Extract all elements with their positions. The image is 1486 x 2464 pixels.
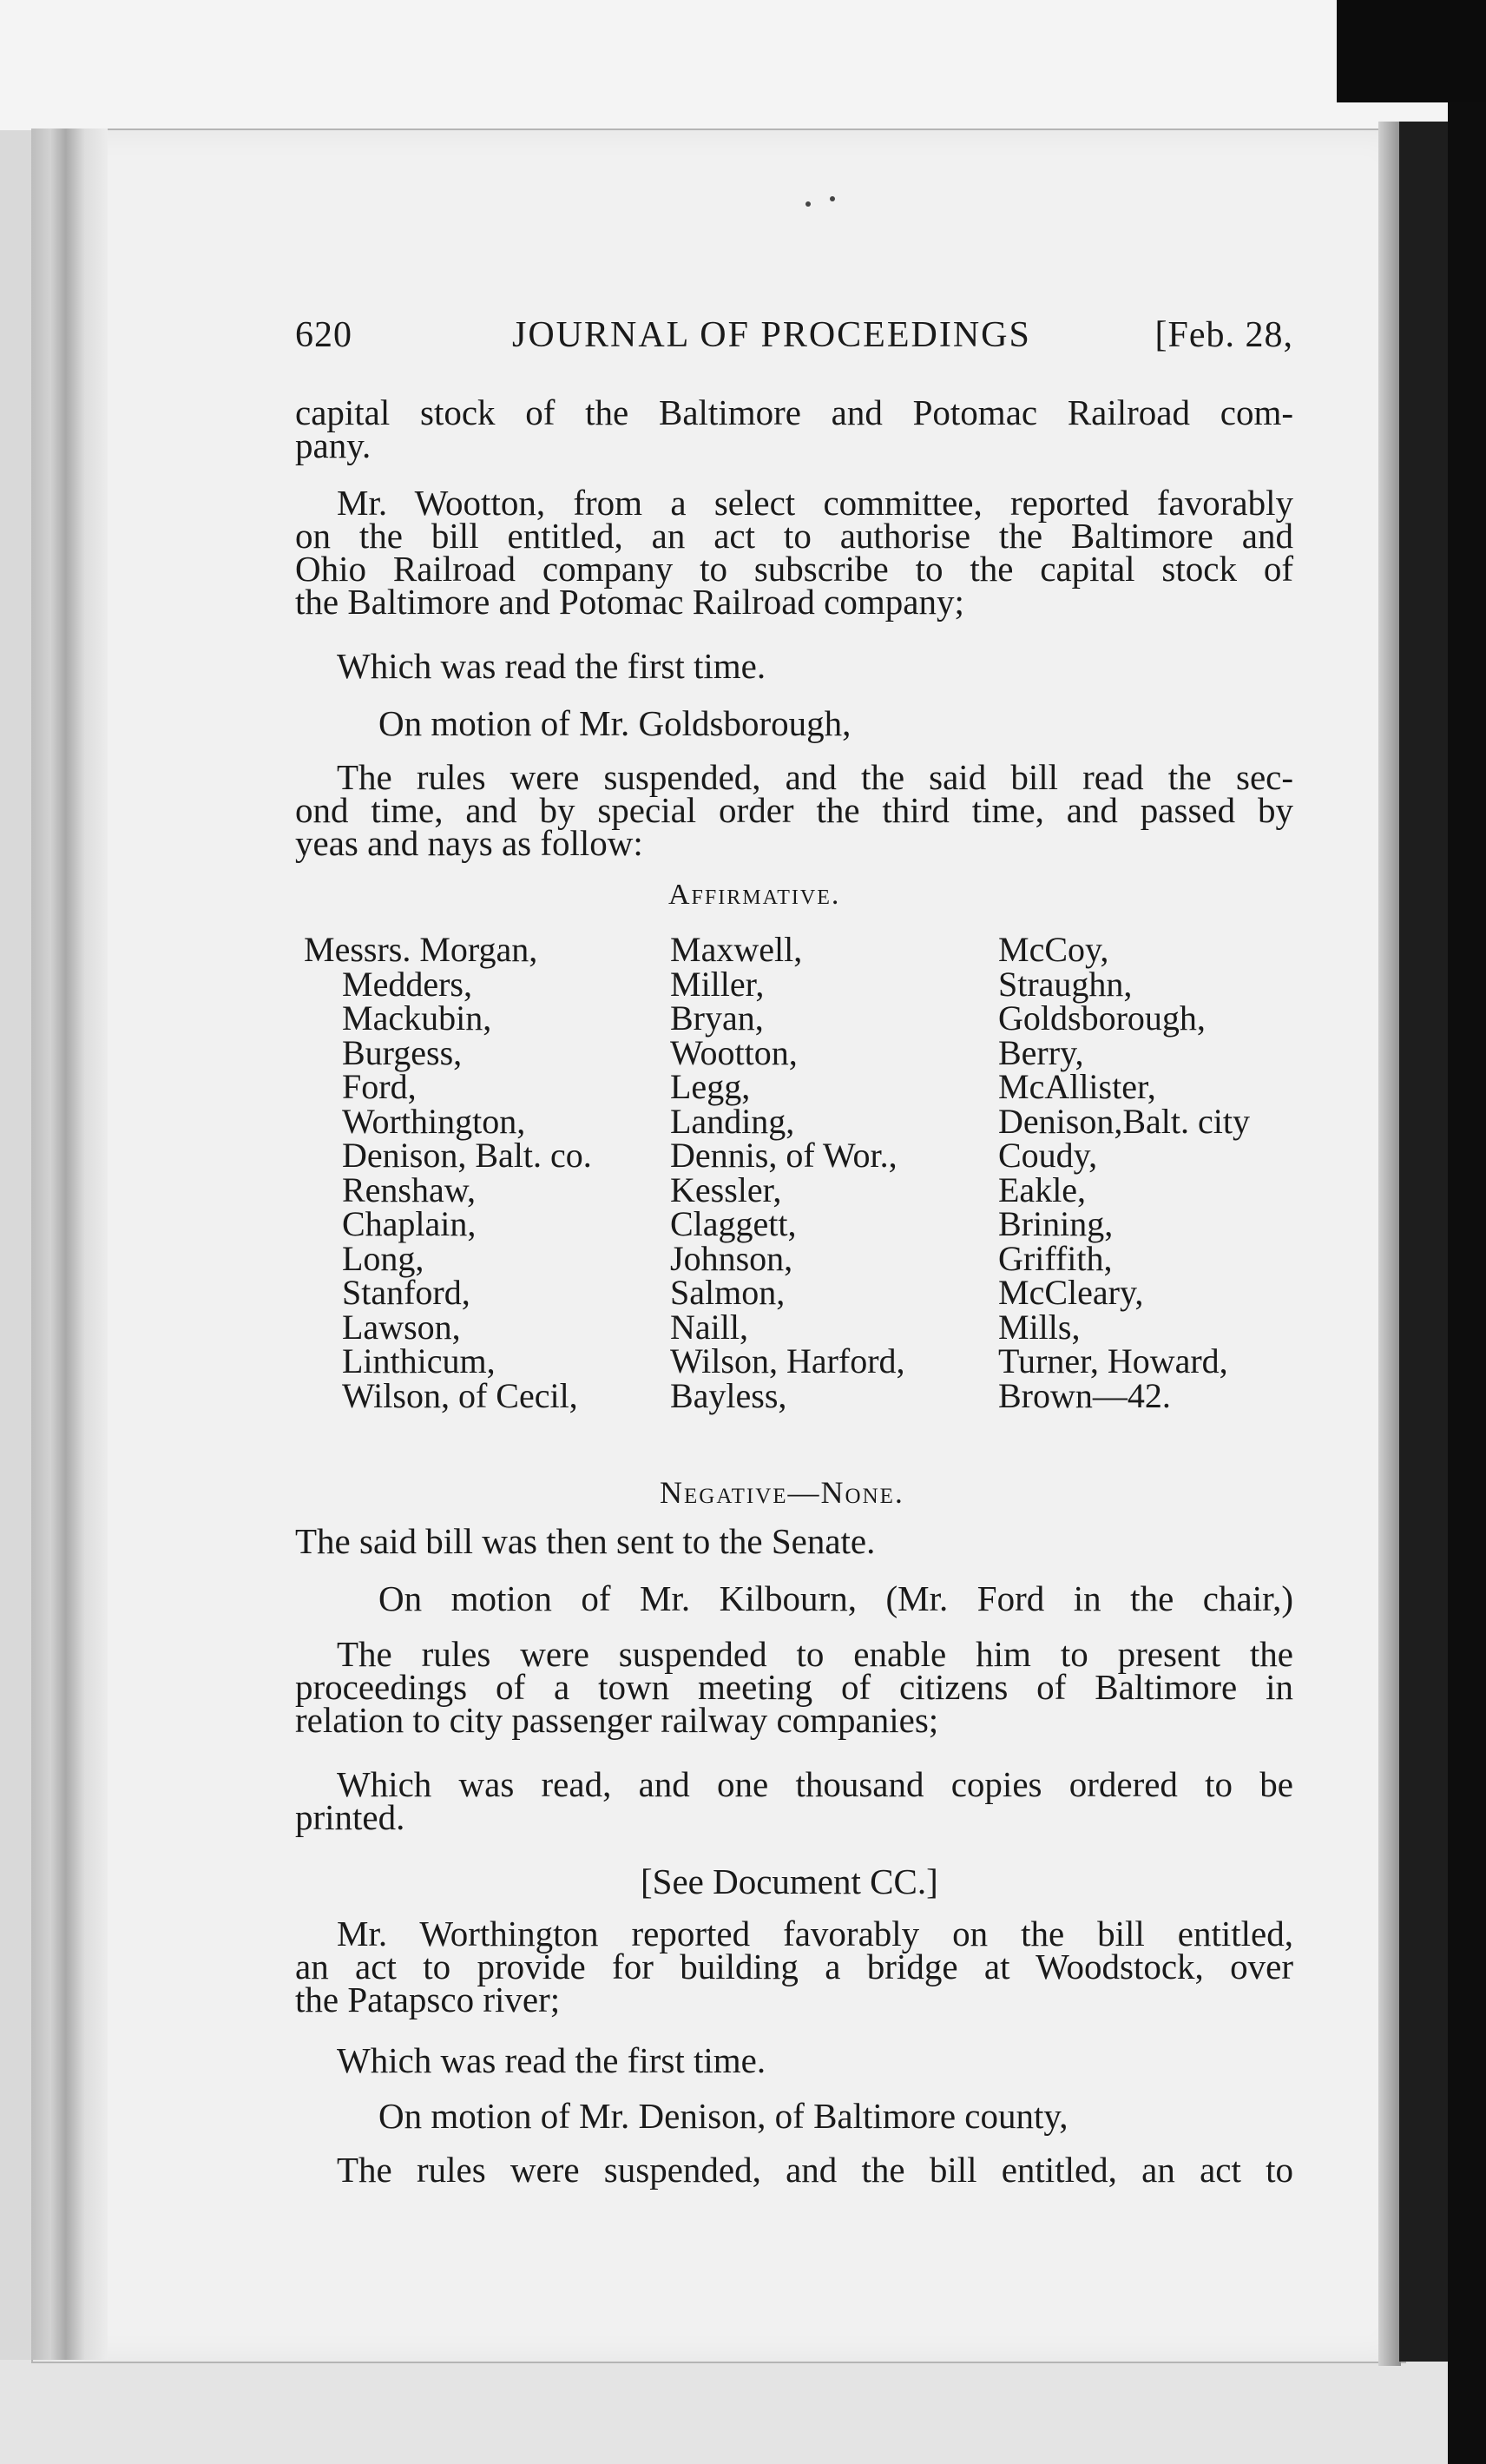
text-line: the Baltimore and Potomac Railroad company; xyxy=(295,582,964,622)
text-line: on the bill entitled, an act to authorise the Baltimore and xyxy=(295,516,1293,556)
member-name: Dennis, of Wor., xyxy=(670,1136,898,1175)
paragraph-11 xyxy=(295,1914,1293,2019)
member-name: Bryan, xyxy=(670,998,764,1038)
member-name: Renshaw, xyxy=(342,1169,477,1209)
member-name: Claggett, xyxy=(670,1204,797,1243)
member-name: Goldsborough, xyxy=(998,998,1206,1038)
member-name: Johnson, xyxy=(670,1238,793,1278)
member-name: Medders, xyxy=(342,964,472,1004)
text-line: The rules were suspended to enable him to present the xyxy=(337,1634,1293,1674)
text-line: On motion of Mr. Goldsborough, xyxy=(378,703,851,743)
book-cover-edge xyxy=(1399,122,1448,2362)
text-line: proceedings of a town meeting of citizens of Baltimore in xyxy=(295,1667,1293,1707)
member-name: Turner, Howard, xyxy=(998,1341,1228,1380)
text-line: Which was read the first time. xyxy=(337,646,766,686)
member-name: Stanford, xyxy=(342,1273,470,1312)
text-line: The said bill was then sent to the Senate. xyxy=(295,1521,876,1561)
member-name: Maxwell, xyxy=(670,930,803,969)
roll-call-column-2 xyxy=(670,932,905,1413)
text-line: Mr. Wootton, from a select committee, reported favorably xyxy=(337,483,1293,523)
member-name: Long, xyxy=(342,1238,424,1278)
paragraph-3 xyxy=(295,646,1293,686)
scan-background-bottom xyxy=(0,2360,1448,2464)
member-name: Salmon, xyxy=(670,1273,786,1312)
page-number: 620 xyxy=(295,315,352,355)
speck xyxy=(805,201,811,207)
text-line: The rules were suspended, and the bill entitled, an act to xyxy=(337,2150,1293,2190)
member-name: Kessler, xyxy=(670,1169,782,1209)
paragraph-2 xyxy=(295,483,1293,622)
paragraph-9 xyxy=(295,1764,1293,1837)
text-line: Ohio Railroad company to subscribe to the capital stock of xyxy=(295,549,1293,589)
scan-black-corner xyxy=(1337,0,1486,102)
member-name: Wilson, Harford, xyxy=(670,1341,905,1380)
paragraph-10 xyxy=(295,1861,1293,1901)
text-line: Which was read the first time. xyxy=(337,2040,766,2080)
paragraph-12 xyxy=(295,2040,1293,2080)
text-line: printed. xyxy=(295,1797,405,1837)
member-name: Messrs. Morgan, xyxy=(304,930,538,969)
member-name: Naill, xyxy=(670,1307,748,1347)
paragraph-6 xyxy=(295,1521,1293,1561)
member-name: Berry, xyxy=(998,1032,1084,1072)
text-line: the Patapsco river; xyxy=(295,1980,561,2019)
member-name: Brining, xyxy=(998,1204,1114,1243)
member-name: McAllister, xyxy=(998,1067,1156,1106)
text-line: Mr. Worthington reported favorably on the bill entitled, xyxy=(337,1914,1293,1953)
member-name: Lawson, xyxy=(342,1307,461,1347)
roll-call-column-3 xyxy=(998,932,1250,1413)
member-name: Straughn, xyxy=(998,964,1133,1004)
member-name: Denison,Balt. city xyxy=(998,1101,1250,1141)
paragraph-1 xyxy=(295,392,1293,465)
speck xyxy=(830,196,835,201)
member-name: Coudy, xyxy=(998,1136,1098,1175)
paragraph-5 xyxy=(295,757,1293,863)
text-line: relation to city passenger railway companies; xyxy=(295,1700,939,1740)
member-name: Wilson, of Cecil, xyxy=(342,1375,578,1415)
member-name: Bayless, xyxy=(670,1375,787,1415)
member-name: McCoy, xyxy=(998,930,1109,969)
member-name: Chaplain, xyxy=(342,1204,477,1243)
text-line: The rules were suspended, and the said bill read the sec- xyxy=(337,757,1293,797)
paragraph-13 xyxy=(295,2096,1293,2136)
member-name: Legg, xyxy=(670,1067,751,1106)
member-name: Worthington, xyxy=(342,1101,526,1141)
member-name: Landing, xyxy=(670,1101,795,1141)
text-line: Which was read, and one thousand copies ordered to be xyxy=(337,1764,1293,1804)
roll-call-column-1 xyxy=(304,932,592,1413)
member-name: Denison, Balt. co. xyxy=(342,1136,592,1175)
member-name: Griffith, xyxy=(998,1238,1113,1278)
text-line: On motion of Mr. Denison, of Baltimore county, xyxy=(378,2096,1068,2136)
member-name: Miller, xyxy=(670,964,765,1004)
member-name: Linthicum, xyxy=(342,1341,496,1380)
document-reference: [See Document CC.] xyxy=(641,1861,938,1901)
paragraph-7 xyxy=(295,1578,1293,1618)
member-name: Burgess, xyxy=(342,1032,463,1072)
running-header xyxy=(295,314,1293,363)
member-name: Wootton, xyxy=(670,1032,798,1072)
member-name: Ford, xyxy=(342,1067,417,1106)
member-name: McCleary, xyxy=(998,1273,1144,1312)
negative-heading: Negative—None. xyxy=(660,1475,904,1510)
paragraph-8 xyxy=(295,1634,1293,1740)
page-edge xyxy=(1378,122,1401,2366)
page-title: JOURNAL OF PROCEEDINGS xyxy=(512,315,1031,355)
text-line: an act to provide for building a bridge at Woodstock, over xyxy=(295,1947,1293,1986)
scan-black-edge xyxy=(1448,102,1486,2464)
paragraph-14 xyxy=(295,2150,1293,2190)
member-name: Mackubin, xyxy=(342,998,492,1038)
affirmative-heading: Affirmative. xyxy=(668,879,841,911)
text-line: ond time, and by special order the third time, and passed by xyxy=(295,790,1293,830)
text-line: On motion of Mr. Kilbourn, (Mr. Ford in the chair,) xyxy=(378,1578,1293,1618)
text-line: yeas and nays as follow: xyxy=(295,823,643,863)
member-name: Eakle, xyxy=(998,1169,1087,1209)
paragraph-4 xyxy=(295,703,1293,743)
member-name: Mills, xyxy=(998,1307,1081,1347)
header-date: [Feb. 28, xyxy=(1154,315,1293,355)
member-name: Brown—42. xyxy=(998,1375,1171,1415)
page-gutter xyxy=(31,128,108,2360)
text-line: pany. xyxy=(295,425,372,465)
text-line: capital stock of the Baltimore and Potomac Railroad com- xyxy=(295,392,1293,432)
scan-background-top xyxy=(0,0,1486,130)
